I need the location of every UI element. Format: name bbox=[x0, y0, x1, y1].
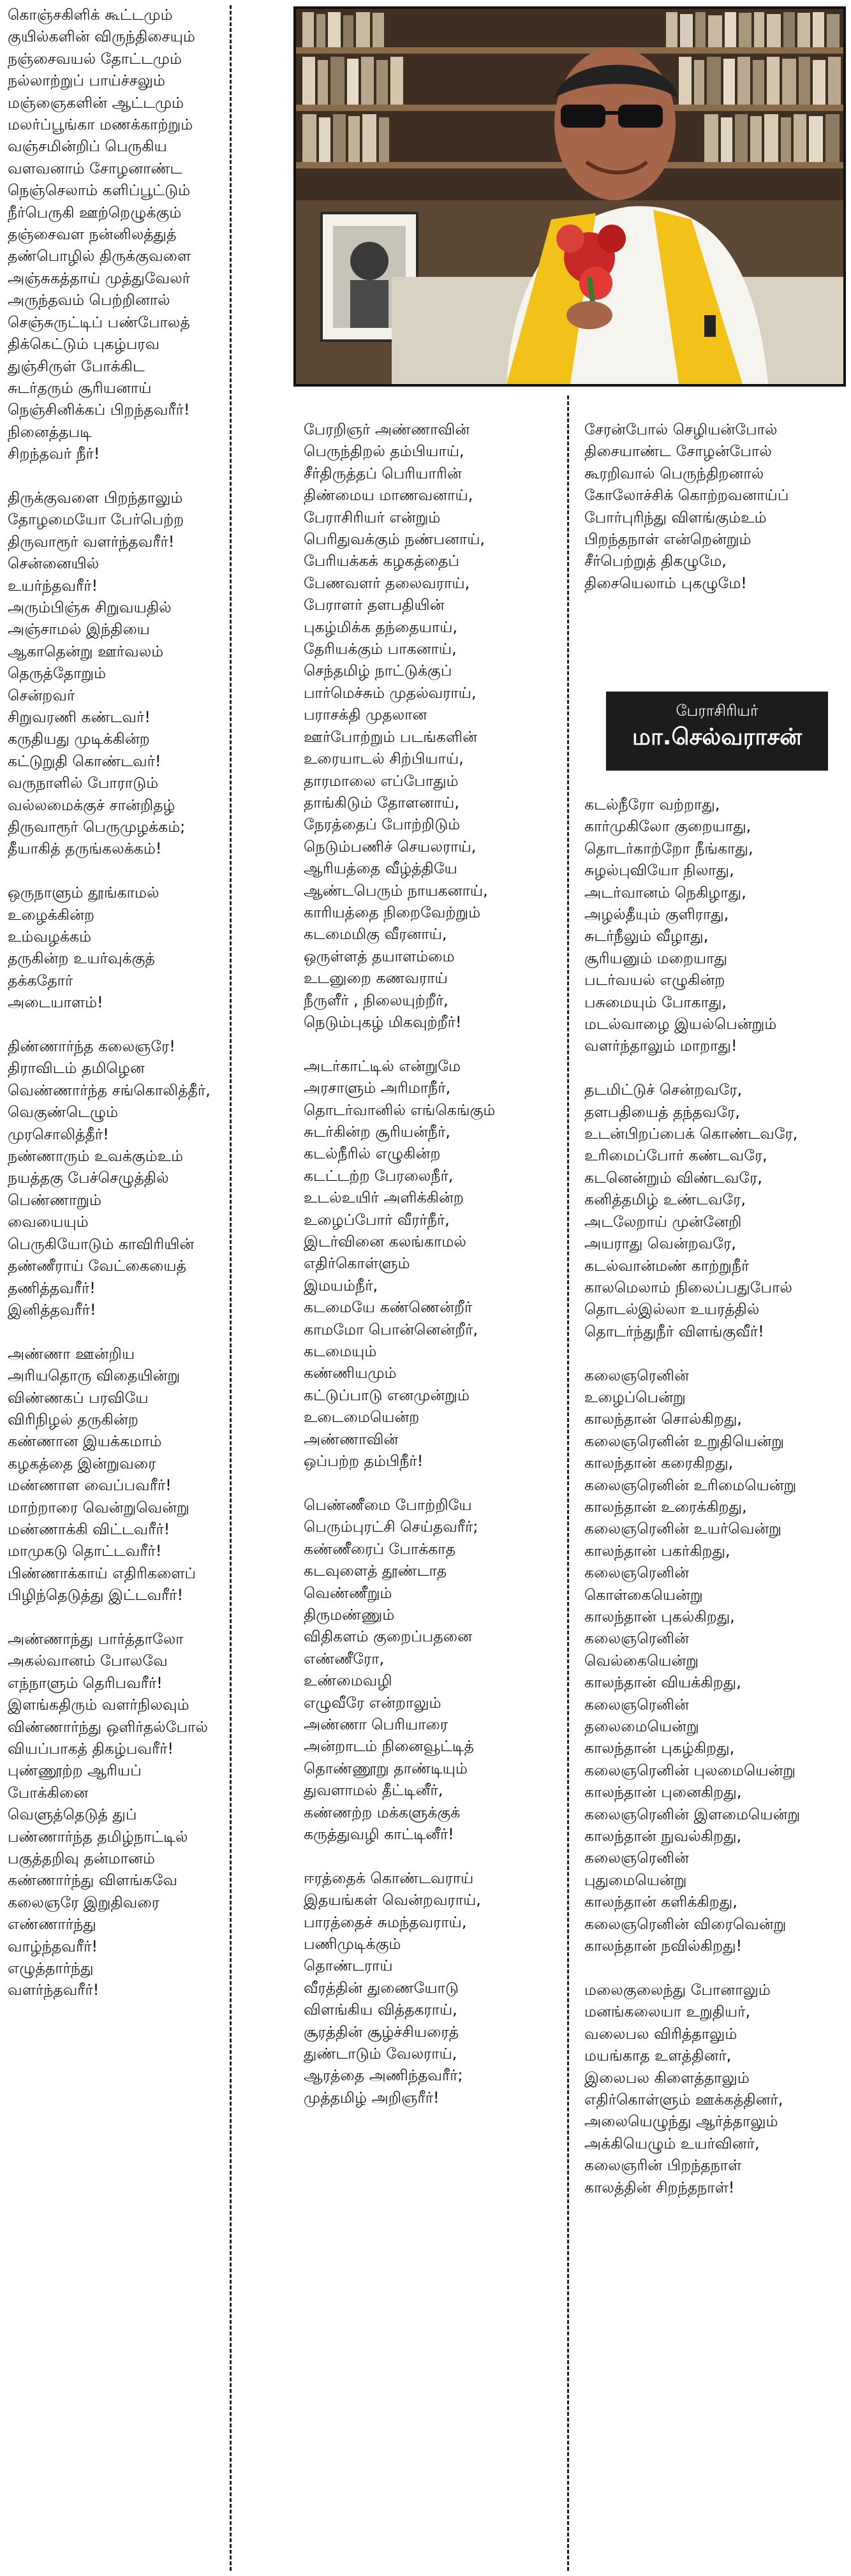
poem-line: காலத்தின் சிறந்தநாள்! bbox=[584, 2178, 735, 2196]
poem-line: திருவாரூர் வளர்ந்தவரீர்! bbox=[8, 532, 175, 551]
poem-line: காலந்தான் புனைகிறது, bbox=[584, 1783, 742, 1802]
poem-line: உடைமையென்ற bbox=[304, 1408, 420, 1426]
poem-line: விரிநிழல் தருகின்ற bbox=[8, 1410, 138, 1428]
poem-line: வளர்ந்தவரீர்! bbox=[8, 1981, 100, 1999]
stanza-gap bbox=[8, 465, 223, 487]
poem-line: வாழ்ந்தவரீர்! bbox=[8, 1937, 98, 1955]
poem-line: அலையெழுந்து ஆர்த்தாலும் bbox=[584, 2112, 778, 2131]
poem-line: கலைஞரெனின் புலமையென்று bbox=[584, 1761, 796, 1779]
poem-line: சுடர்நீலும் வீழாது, bbox=[584, 927, 709, 945]
poem-line: துஞ்சிருள் போக்கிட bbox=[8, 357, 145, 375]
poem-line: காலந்தான் உரைக்கிறது, bbox=[584, 1497, 747, 1516]
poem-line: கலைஞரெனின் விரைவென்று bbox=[584, 1914, 787, 1933]
portrait-illustration bbox=[296, 9, 843, 384]
poem-line: தொண்ணூறு தாண்டியும் bbox=[304, 1759, 468, 1777]
poem-line: அடர்காட்டில் என்றுமே bbox=[304, 1056, 461, 1075]
poem-line: திராவிடம் தமிழென bbox=[8, 1059, 145, 1077]
poem-line: தொடர்வானில் எங்கெங்கும் bbox=[304, 1100, 496, 1119]
poem-line: கார்முகிலோ குறையாது, bbox=[584, 817, 751, 836]
poem-line: எண்ணார்ந்து bbox=[8, 1915, 96, 1934]
poem-line: தொண்டராய் bbox=[304, 1957, 393, 1975]
poem-line: அஞ்சாமல் இந்தியை bbox=[8, 620, 151, 639]
poem-line: திக்கெட்டும் புகழ்பரவ bbox=[8, 335, 160, 353]
poem-line: தொடர்காற்றோ நீங்காது, bbox=[584, 839, 753, 857]
poem-line: விளங்கிய வித்தகராய், bbox=[304, 2001, 457, 2019]
poem-line: பராசக்தி முதலான bbox=[304, 706, 427, 724]
stanza-gap bbox=[8, 860, 223, 882]
poem-line: கலைஞரெனின் உறுதியென்று bbox=[584, 1432, 785, 1450]
poem-line: உம்வழக்கம் bbox=[8, 928, 92, 946]
poem-line: பசுமையும் போகாது, bbox=[584, 993, 727, 1011]
poem-line: பகுத்தறிவு தன்மானம் bbox=[8, 1849, 155, 1868]
poem-line: மனங்கலையா உறுதியர், bbox=[584, 2002, 751, 2021]
poem-line: காலந்தான் புகல்கிறது, bbox=[584, 1608, 735, 1625]
poem-line: அருந்தவம் பெற்றினால் bbox=[8, 291, 170, 309]
poem-line: அண்ணா பெரியாரை bbox=[304, 1715, 448, 1733]
poem-line: இலைபல கிளைத்தாலும் bbox=[584, 2068, 750, 2087]
poem-line: இதயங்கள் வென்றவராய், bbox=[304, 1891, 481, 1909]
poem-line: உரிமைப்போர் கண்டவரே, bbox=[584, 1146, 767, 1165]
poem-line: சூரியனும் மறையாது bbox=[584, 949, 728, 967]
poem-line: நல்லாற்றுப் பாய்ச்சலும் bbox=[8, 71, 166, 90]
poem-line: பெரிதுவக்கும் நண்பனாய், bbox=[304, 530, 485, 549]
poem-line: அடர்வானம் நெகிழாது, bbox=[584, 883, 746, 901]
poem-line: தேரியக்கும் பாகனாய், bbox=[304, 640, 457, 658]
poem-line: தண்ணீராய் வேட்கையைத் bbox=[8, 1257, 186, 1275]
poem-line: அன்றாடம் நினைவூட்டித் bbox=[304, 1737, 475, 1756]
stanza-gap bbox=[304, 1845, 572, 1867]
poem-line: திண்மைய மாணவனாய், bbox=[304, 486, 473, 505]
poem-line: பிறந்தநாள் என்றென்றும் bbox=[584, 530, 751, 549]
poem-line: மயங்காத உளத்தினர், bbox=[584, 2047, 732, 2065]
poem-line: அகல்வானம் போலவே bbox=[8, 1652, 168, 1670]
poem-line: மலைகுலைந்து போனாலும் bbox=[584, 1980, 771, 1999]
poem-line: முரசொலித்தீர்! bbox=[8, 1125, 109, 1143]
poem-line: பிழிந்தெடுத்து இட்டவரீர்! bbox=[8, 1586, 184, 1604]
poem-line: உடல்உயிர் அளிக்கின்ற bbox=[304, 1188, 464, 1207]
poem-line: கண்ணற்ற மக்களுக்குக் bbox=[304, 1803, 461, 1821]
column-divider-left bbox=[230, 5, 232, 2571]
poem-line: உழைக்கின்ற bbox=[8, 905, 95, 924]
poem-line: கலைஞரெனின் bbox=[584, 1366, 690, 1384]
poem-line: தாங்கிடும் தோளனாய், bbox=[304, 793, 459, 811]
poem-line: கலைஞரெனின் bbox=[584, 1849, 690, 1867]
poem-line: கொஞ்சகிளிக் கூட்டமும் bbox=[8, 6, 173, 24]
poem-line: தெருத்தோறும் bbox=[8, 664, 107, 683]
poem-line: அடையாளம்! bbox=[8, 993, 103, 1012]
poem-line: சீர்பெற்றுத் திகழுமே, bbox=[584, 552, 727, 570]
poem-line: கலைஞரெனின் bbox=[584, 1629, 690, 1648]
poem-line: தண்பொழில் திருக்குவளை bbox=[8, 247, 191, 265]
poem-line: கலைஞரெனின் இளமையென்று bbox=[584, 1805, 801, 1823]
poem-line: விண்ணார்ந்து ஒளிர்தல்போல் bbox=[8, 1717, 208, 1736]
poem-line: காலந்தான் பகர்கிறது, bbox=[584, 1541, 730, 1560]
poem-line: அழல்தீயும் குளிராது, bbox=[584, 905, 729, 924]
poem-column-3-top bbox=[584, 418, 840, 594]
poem-line: புண்ணூற்ற ஆரியப் bbox=[8, 1761, 142, 1780]
stanza-gap bbox=[584, 1957, 840, 1979]
poem-line: பேராசிரியர் என்றும் bbox=[304, 508, 441, 526]
poem-line: வல்லமைக்குச் சான்றிதழ் bbox=[8, 796, 175, 814]
poem-line: துவளாமல் தீட்டினீர், bbox=[304, 1781, 443, 1800]
poem-line: தடமிட்டுச் சென்றவரே, bbox=[584, 1081, 743, 1099]
poem-line: பேராளர் தளபதியின் bbox=[304, 596, 445, 614]
poem-line: தோழமையோ பேர்பெற்ற bbox=[8, 510, 184, 529]
poem-line: பெரும்புரட்சி செய்தவரீர்; bbox=[304, 1518, 478, 1536]
poem-line: கொள்கையென்று bbox=[584, 1585, 703, 1604]
poem-line: மண்ணாள வைப்பவரீர்! bbox=[8, 1476, 172, 1495]
poem-line: அடலேறாய் முன்னேறி bbox=[584, 1212, 742, 1231]
poem-line: இனித்தவரீர்! bbox=[8, 1300, 96, 1319]
poem-line: புதுமையென்று bbox=[584, 1870, 687, 1889]
poem-line: ஊர்போற்றும் படங்களின் bbox=[304, 727, 477, 746]
poem-line: காலந்தான் களிக்கிறது, bbox=[584, 1893, 737, 1911]
poem-line: கண்ணார்ந்து விளங்கவே bbox=[8, 1871, 178, 1890]
poem-line: கோலோச்சிக் கொற்றவனாய்ப் bbox=[584, 486, 789, 505]
poem-line: திண்ணார்ந்த கலைஞரே! bbox=[8, 1037, 175, 1056]
poem-line: கலைஞரெனின் உரிமையென்று bbox=[584, 1476, 797, 1494]
poem-line: பேரியக்கக் கழகத்தைப் bbox=[304, 552, 460, 570]
poem-line: கடல்நீரோ வற்றாது, bbox=[584, 796, 720, 813]
poem-line: காலந்தான் சொல்கிறது, bbox=[584, 1410, 742, 1428]
poem-line: தணித்தவரீர்! bbox=[8, 1278, 96, 1297]
author-name: மா.செல்வராசன் bbox=[632, 724, 802, 750]
poem-line: பணிமுடிக்கும் bbox=[304, 1934, 401, 1953]
poem-line: எழுத்தார்ந்து bbox=[8, 1959, 94, 1978]
poem-line: நீருளீர் , நிலையுற்றீர், bbox=[304, 991, 448, 1009]
poem-line: கடட்டற்ற பேரலைநீர், bbox=[304, 1166, 454, 1185]
poem-line: நெஞ்சினிக்கப் பிறந்தவரீர்! bbox=[8, 401, 190, 419]
poem-line: கலைஞரெனின் bbox=[584, 1695, 690, 1714]
poem-line: வியப்பாகத் திகழ்பவரீர்! bbox=[8, 1740, 174, 1758]
poem-line: அண்ணா ஊன்றிய bbox=[8, 1344, 135, 1363]
poem-line: கருதியது முடிக்கின்ற bbox=[8, 730, 150, 748]
poem-line: வெல்கையென்று bbox=[584, 1651, 699, 1669]
poem-line: அரும்பிஞ்சு சிறுவயதில் bbox=[8, 598, 172, 616]
poem-line: நினைத்தபடி bbox=[8, 422, 92, 441]
poem-line: எழுவீரே என்றாலும் bbox=[304, 1693, 441, 1712]
poem-line: வெண்ணீறும் bbox=[304, 1583, 392, 1602]
poem-line: உடன்பிறப்பைக் கொண்டவரே, bbox=[584, 1125, 798, 1143]
poem-line: கலைஞரே இறுதிவரை bbox=[8, 1893, 159, 1911]
poem-column-3-bottom bbox=[584, 794, 840, 2198]
poem-line: எந்நாளும் தெரிபவரீர்! bbox=[8, 1673, 163, 1692]
poem-column-1 bbox=[8, 4, 223, 2001]
poem-line: சுடர்தரும் சூரியனாய் bbox=[8, 378, 152, 397]
poem-line: உரையாடல் சிற்பியாய், bbox=[304, 750, 464, 768]
poem-line: பெருகியோடும் காவிரியின் bbox=[8, 1234, 195, 1253]
poem-line: நண்ணாரும் உவக்கும்உம் bbox=[8, 1147, 184, 1166]
poem-line: ஒருள்ளத் தயாளம்மை bbox=[304, 947, 455, 965]
poem-line: திசையாண்ட சோழன்போல் bbox=[584, 442, 772, 461]
poem-line: பெண்ணீமை போற்றியே bbox=[304, 1495, 472, 1514]
poem-line: இடர்வினை கலங்காமல் bbox=[304, 1232, 466, 1251]
poem-line: கடல்நீரில் எழுகின்ற bbox=[304, 1144, 441, 1163]
poem-line: ஒப்பற்ற தம்பிநீர்! bbox=[304, 1452, 424, 1470]
poem-line: போக்கினை bbox=[8, 1783, 89, 1802]
poem-line: ஆரியத்தை வீழ்த்தியே bbox=[304, 859, 457, 878]
poem-line: திருக்குவளை பிறந்தாலும் bbox=[8, 488, 183, 507]
poem-line: உண்மைவழி bbox=[304, 1671, 392, 1690]
poem-line: காலந்தான் கரைகிறது, bbox=[584, 1454, 734, 1472]
poem-line: விதிகளம் குறைப்பதனை bbox=[304, 1627, 472, 1646]
poem-line: வெளுத்தெடுத் துப் bbox=[8, 1805, 137, 1824]
poem-line: செந்தமிழ் நாட்டுக்குப் bbox=[304, 662, 452, 680]
poem-line: தாரமாலை எப்போதும் bbox=[304, 771, 459, 790]
poem-line: பாரத்தைச் சுமந்தவராய், bbox=[304, 1913, 467, 1931]
poem-line: சென்றவர் bbox=[8, 686, 75, 704]
stanza-gap bbox=[8, 1014, 223, 1035]
poem-line: மலர்ப்பூங்கா மணக்காற்றும் bbox=[8, 115, 193, 134]
poem-line: காலந்தான் வியக்கிறது, bbox=[584, 1673, 741, 1692]
poem-line: வருநாளில் போராடும் bbox=[8, 774, 159, 792]
poem-line: உழைப்பென்று bbox=[584, 1388, 686, 1406]
poem-line: கூரறிவால் பெருந்திறனால் bbox=[584, 464, 764, 482]
poem-line: வீரத்தின் துணையோடு bbox=[304, 1978, 459, 1997]
poem-line: சுழல்புவியோ நிலாது, bbox=[584, 861, 734, 880]
poem-line: உழைப்போர் வீரர்நீர், bbox=[304, 1210, 450, 1229]
stanza-gap bbox=[8, 1606, 223, 1628]
poem-line: குயில்களின் விருந்திசையும் bbox=[8, 27, 195, 46]
poem-line: கருத்துவழி காட்டினீர்! bbox=[304, 1825, 454, 1843]
poem-line: அரசாளும் அரிமாநீர், bbox=[304, 1079, 451, 1097]
poem-line: நயத்தகு பேச்செழுத்தில் bbox=[8, 1169, 169, 1187]
poem-line: நஞ்சைவயல் தோட்டமும் bbox=[8, 49, 182, 68]
poem-line: கண்ணான இயக்கமாம் bbox=[8, 1432, 162, 1451]
poem-line: கடல்வான்மண் காற்றுநீர் bbox=[584, 1256, 750, 1275]
poem-line: தீயாகித் தருங்கலக்கம்! bbox=[8, 840, 162, 858]
poem-line: தஞ்சைவள நன்னிலத்துத் bbox=[8, 225, 177, 244]
stanza-gap bbox=[584, 1342, 840, 1364]
poem-line: சிறந்தவர் நீர்! bbox=[8, 445, 100, 463]
portrait-photo bbox=[293, 6, 846, 387]
poem-line: பார்மெச்சும் முதல்வராய், bbox=[304, 683, 477, 702]
poem-line: வையையும் bbox=[8, 1213, 89, 1231]
poem-line: தக்கதோர் bbox=[8, 971, 73, 989]
poem-line: காலந்தான் புகழ்கிறது, bbox=[584, 1739, 735, 1758]
poem-line: போர்புரிந்து விளங்கும்உம் bbox=[584, 508, 767, 526]
poem-line: சிறுவரணி கண்டவர்! bbox=[8, 707, 151, 726]
poem-line: கண்ணியமும் bbox=[304, 1364, 397, 1382]
poem-line: கட்டுப்பாடு எனமுன்றும் bbox=[304, 1386, 470, 1404]
poem-line: தளபதியைத் தந்தவரே, bbox=[584, 1102, 740, 1121]
poem-line: சீர்திருத்தப் பெரியாரின் bbox=[304, 464, 462, 482]
poem-line: கலைஞரெனின் உயர்வென்று bbox=[584, 1520, 782, 1538]
poem-line: காமமோ பொன்னென்றீர், bbox=[304, 1320, 478, 1338]
poem-line: மாமுகடு தொட்டவரீர்! bbox=[8, 1542, 162, 1560]
poem-line: செஞ்சுருட்டிப் பண்போலத் bbox=[8, 313, 190, 331]
poem-line: கடனென்றும் விண்டவரே, bbox=[584, 1168, 762, 1187]
poem-line: முத்தமிழ் அறிஞரீர்! bbox=[304, 2088, 440, 2106]
poem-line: சென்னையில் bbox=[8, 554, 100, 573]
poem-line: வளர்ந்தாலும் மாறாது! bbox=[584, 1037, 737, 1055]
poem-line: சூரத்தின் சூழ்ச்சியரைத் bbox=[304, 2022, 459, 2041]
poem-line: வலைபல விரித்தாலும் bbox=[584, 2024, 737, 2043]
poem-line: பேணவளர் தலைவராய், bbox=[304, 574, 470, 592]
poem-line: திசையெலாம் புகழுமே! bbox=[584, 574, 747, 592]
poem-line: சேரன்போல் செழியன்போல் bbox=[584, 420, 778, 438]
author-box bbox=[606, 692, 828, 771]
poem-line: வஞ்சமின்றிப் பெருகிய bbox=[8, 137, 167, 156]
poem-line: ஆகாதென்று ஊர்வலம் bbox=[8, 642, 164, 660]
author-title: பேராசிரியர் bbox=[676, 702, 759, 720]
poem-line: பேரறிஞர் அண்ணாவின் bbox=[304, 420, 470, 438]
stanza-gap bbox=[304, 1472, 572, 1493]
poem-line: காலமெலாம் நிலைப்பதுபோல் bbox=[584, 1278, 792, 1296]
poem-line: வெண்ணார்ந்த சங்கொலித்தீர், bbox=[8, 1081, 211, 1099]
poem-line: துண்டாடும் வேலராய், bbox=[304, 2045, 457, 2063]
poem-line: ஆண்டபெரும் நாயகனாய், bbox=[304, 881, 488, 899]
poem-line: விண்ணகப் பரவியே bbox=[8, 1388, 149, 1407]
poem-line: அஞ்சுகத்தாய் முத்துவேலர் bbox=[8, 269, 191, 287]
poem-line: அரியதொரு விதையின்று bbox=[8, 1366, 181, 1385]
poem-line: உடனுறை கணவராய் bbox=[304, 969, 448, 988]
poem-line: நேரத்தைப் போற்றிடும் bbox=[304, 815, 461, 834]
poem-line: கடமையே கண்ணென்றீர் bbox=[304, 1298, 473, 1317]
poem-line: புகழ்மிக்க தந்தையாய், bbox=[304, 618, 458, 636]
poem-line: பண்ணார்ந்த தமிழ்நாட்டில் bbox=[8, 1827, 188, 1846]
poem-line: உயர்ந்தவரீர்! bbox=[8, 576, 98, 595]
poem-line: இளங்கதிரும் வளர்நிலவும் bbox=[8, 1696, 189, 1714]
poem-line: ஆரத்தை அணிந்தவரீர்; bbox=[304, 2066, 463, 2085]
poem-line: பெண்ணாறும் bbox=[8, 1190, 102, 1209]
poem-line: அண்ணாந்து பார்த்தாலோ bbox=[8, 1629, 184, 1648]
poem-line: அயராது வென்றவரே, bbox=[584, 1234, 736, 1253]
poem-line: கலைஞரெனின் bbox=[584, 1564, 690, 1582]
poem-line: கட்டுறுதி கொண்டவர்! bbox=[8, 751, 161, 770]
poem-line: காலந்தான் நவில்கிறது! bbox=[584, 1937, 743, 1955]
poem-line: தருகின்ற உயர்வுக்குத் bbox=[8, 949, 155, 968]
poem-line: எதிர்கொள்ளும் ஊக்கத்தினர், bbox=[584, 2090, 783, 2108]
poem-line: பிண்ணாக்காய் எதிரிகளைப் bbox=[8, 1564, 196, 1582]
poem-line: மாற்றாரை வென்றுவென்று bbox=[8, 1498, 189, 1516]
poem-line: இமயம்நீர், bbox=[304, 1276, 378, 1294]
poem-line: சுடர்கின்ற சூரியன்நீர், bbox=[304, 1122, 450, 1141]
poem-line: நெஞ்செலாம் களிப்பூட்டும் bbox=[8, 181, 191, 200]
poem-line: நெடும்பணிச் செயலராய், bbox=[304, 837, 477, 855]
poem-line: பெருந்திறல் தம்பியாய், bbox=[304, 442, 464, 461]
poem-line: காரியத்தை நிறைவேற்றும் bbox=[304, 903, 481, 921]
poem-line: மடல்வாழை இயல்பென்றும் bbox=[584, 1015, 777, 1033]
poem-line: ஒருநாளும் தூங்காமல் bbox=[8, 884, 159, 902]
poem-line: கனித்தமிழ் உண்டவரே, bbox=[584, 1190, 746, 1209]
stanza-gap bbox=[584, 1057, 840, 1079]
poem-line: கண்ணீரைப் போக்காத bbox=[304, 1539, 456, 1558]
poem-line: எதிர்கொள்ளும் bbox=[304, 1254, 410, 1273]
poem-line: தலைமையென்று bbox=[584, 1717, 699, 1736]
poem-line: ஈரத்தைக் கொண்டவராய் bbox=[304, 1869, 474, 1887]
poem-line: எண்ணீரோ, bbox=[304, 1649, 385, 1668]
poem-line: அண்ணாவின் bbox=[304, 1430, 399, 1448]
poem-line: தொடல்இல்லா உயரத்தில் bbox=[584, 1300, 760, 1319]
poem-line: காலந்தான் நுவல்கிறது, bbox=[584, 1827, 742, 1846]
poem-line: கடமையும் bbox=[304, 1342, 377, 1361]
poem-line: மஞ்ஞைகளின் ஆட்டமும் bbox=[8, 93, 184, 112]
poem-line: நெடும்புகழ் மிகவுற்றீர்! bbox=[304, 1012, 462, 1031]
poem-line: வளவனாம் சோழனாண்ட bbox=[8, 159, 182, 177]
poem-line: கடமைமிகு வீரனாய், bbox=[304, 925, 447, 944]
poem-line: திருவாரூர் பெருமுழக்கம்; bbox=[8, 818, 186, 836]
poem-line: அக்கியெழும் உயர்வினர், bbox=[584, 2134, 760, 2152]
poem-column-2 bbox=[304, 418, 572, 2108]
poem-line: நீர்பெருகி ஊற்றெழுக்கும் bbox=[8, 203, 182, 221]
poem-line: தொடர்ந்துநீர் விளங்குவீர்! bbox=[584, 1322, 764, 1340]
stanza-gap bbox=[304, 1033, 572, 1055]
poem-line: கடவுளைத் தூண்டாத bbox=[304, 1562, 447, 1580]
poem-line: கழகத்தை இன்றுவரை bbox=[8, 1454, 156, 1472]
poem-line: படர்வயல் எழுகின்ற bbox=[584, 971, 725, 989]
poem-line: மண்ணாக்கி விட்டவரீர்! bbox=[8, 1520, 170, 1538]
poem-line: திருமண்ணும் bbox=[304, 1605, 395, 1624]
poem-line: கலைஞரின் பிறந்தநாள் bbox=[584, 2156, 742, 2175]
stanza-gap bbox=[8, 1321, 223, 1342]
poem-line: வெகுண்டெழும் bbox=[8, 1103, 119, 1121]
